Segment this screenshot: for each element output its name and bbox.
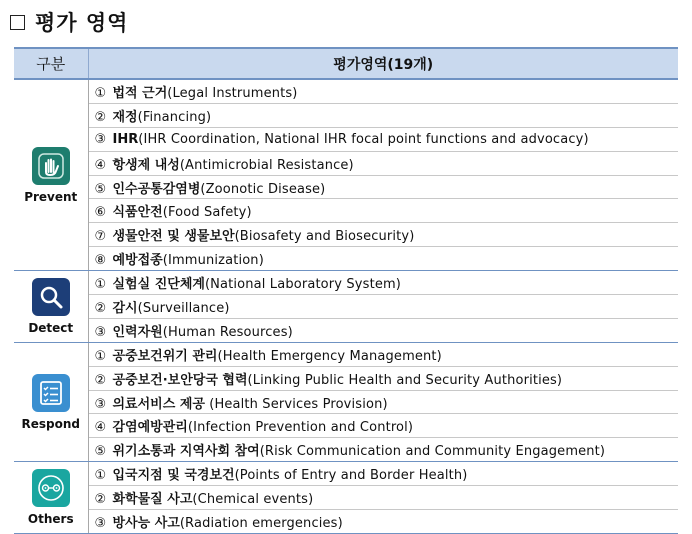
category-cell-detect xyxy=(14,271,88,343)
table-row xyxy=(14,366,678,390)
list-item: ⑧ 예방접종(Immunization) xyxy=(88,247,678,271)
list-item: ① 입국지점 및 국경보건(Points of Entry and Border Health) xyxy=(88,462,678,486)
table-row xyxy=(14,414,678,438)
category-label-prevent: Prevent xyxy=(24,189,78,204)
list-item: ④ 항생제 내성(Antimicrobial Resistance) xyxy=(88,151,678,175)
table-header-row xyxy=(14,48,678,79)
list-item: ⑦ 생물안전 및 생물보안(Biosafety and Biosecurity) xyxy=(88,223,678,247)
table-row xyxy=(14,103,678,127)
section-title xyxy=(10,6,128,38)
table-row xyxy=(14,79,678,103)
table-row xyxy=(14,438,678,462)
table-row xyxy=(14,462,678,486)
table-row xyxy=(14,199,678,223)
table-row xyxy=(14,390,678,414)
table-row xyxy=(14,175,678,199)
table-row xyxy=(14,271,678,295)
list-item: ② 재정(Financing) xyxy=(88,103,678,127)
evaluation-areas-table xyxy=(14,47,678,534)
table-row xyxy=(14,247,678,271)
list-item: ② 감시(Surveillance) xyxy=(88,295,678,319)
category-cell-respond xyxy=(14,342,88,461)
table-row xyxy=(14,510,678,534)
list-item: ③ 방사능 사고(Radiation emergencies) xyxy=(88,510,678,534)
category-cell-prevent xyxy=(14,79,88,271)
list-item: ⑥ 식품안전(Food Safety) xyxy=(88,199,678,223)
list-item: ③ 의료서비스 제공 (Health Services Provision) xyxy=(88,390,678,414)
list-item: ① 법적 근거(Legal Instruments) xyxy=(88,79,678,103)
list-item: ④ 감염예방관리(Infection Prevention and Control) xyxy=(88,414,678,438)
checklist-icon xyxy=(32,374,70,412)
category-label-respond: Respond xyxy=(21,416,80,431)
category-cell-others xyxy=(14,462,88,534)
table-row xyxy=(14,342,678,366)
list-item: ⑤ 인수공통감염병(Zoonotic Disease) xyxy=(88,175,678,199)
table-row xyxy=(14,486,678,510)
radiation-chemical-icon xyxy=(32,469,70,507)
category-label-others: Others xyxy=(27,512,74,527)
table-row xyxy=(14,151,678,175)
list-item: ② 화학물질 사고(Chemical events) xyxy=(88,486,678,510)
table-row xyxy=(14,318,678,342)
table-row xyxy=(14,127,678,151)
checkbox-square-icon xyxy=(10,15,25,30)
header-areas: 평가영역(19개) xyxy=(88,48,678,79)
section-title-text: 평가 영역 xyxy=(35,11,129,35)
list-item: ① 실험실 진단체계(National Laboratory System) xyxy=(88,271,678,295)
list-item: ③ 인력자원(Human Resources) xyxy=(88,318,678,342)
header-category: 구분 xyxy=(14,48,88,79)
magnifier-icon xyxy=(32,278,70,316)
table-row xyxy=(14,295,678,319)
hand-stop-icon xyxy=(32,147,70,185)
list-item: ① 공중보건위기 관리(Health Emergency Management) xyxy=(88,342,678,366)
list-item: ③ IHR(IHR Coordination, National IHR focal point functions and advocacy) xyxy=(88,127,678,151)
list-item: ⑤ 위기소통과 지역사회 참여(Risk Communication and Community Engagement) xyxy=(88,438,678,462)
table-row xyxy=(14,223,678,247)
table-body xyxy=(14,79,678,533)
list-item: ② 공중보건·보안당국 협력(Linking Public Health and Security Authorities) xyxy=(88,366,678,390)
category-label-detect: Detect xyxy=(28,320,74,335)
